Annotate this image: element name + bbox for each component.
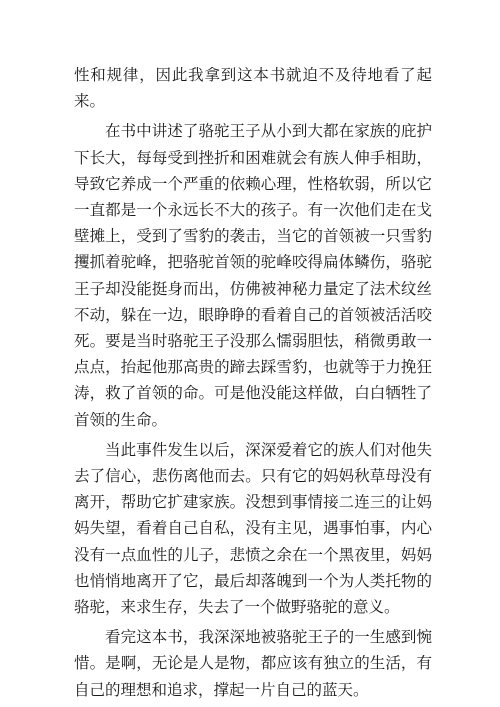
paragraph-1: 性和规律，因此我拿到这本书就迫不及待地看了起来。 — [74, 66, 432, 111]
paragraph-4: 看完这本书，我深深地被骆驼王子的一生感到惋惜。是啊，无论是人是物，都应该有独立的生活，有自己的理想和追求，撑起一片自己的蓝天。 — [74, 628, 432, 699]
paragraph-3: 当此事件发生以后，深深爱着它的族人们对他失去了信心，悲伤离他而去。只有它的妈妈秋草母没有离开，帮助它扩建家族。没想到事情接二连三的让妈妈失望，看着自己自私，没有主见，遇事怕事，内心没有一点血性的儿子，悲愤之余在一个黑夜里，妈妈也悄悄地离开了它，最后却落魄到一个为人类托物的骆驼，来求生存，失去了一个做野骆驼的意义。 — [74, 440, 432, 617]
document-body — [74, 62, 432, 707]
paragraph-2: 在书中讲述了骆驼王子从小到大都在家族的庇护下长大，每每受到挫折和困难就会有族人伸手相助，导致它养成一个严重的依赖心理，性格软弱，所以它一直都是一个永远长不大的孩子。有一次他们走在戈壁摊上，受到了雪豹的袭击，当它的首领被一只雪豹攫抓着驼峰，把骆驼首领的驼峰咬得扁体鳞伤，骆驼王子却没能挺身而出，仿佛被神秘力量定了法术纹丝不动，躲在一边，眼睁睁的看着自己的首领被活活咬死。要是当时骆驼王子没那么懦弱胆怯，稍微勇敢一点点，抬起他那高贵的蹄去踩雪豹，也就等于力挽狂涛，救了首领的命。可是他没能这样做，白白牺牲了首领的生命。 — [74, 122, 432, 429]
